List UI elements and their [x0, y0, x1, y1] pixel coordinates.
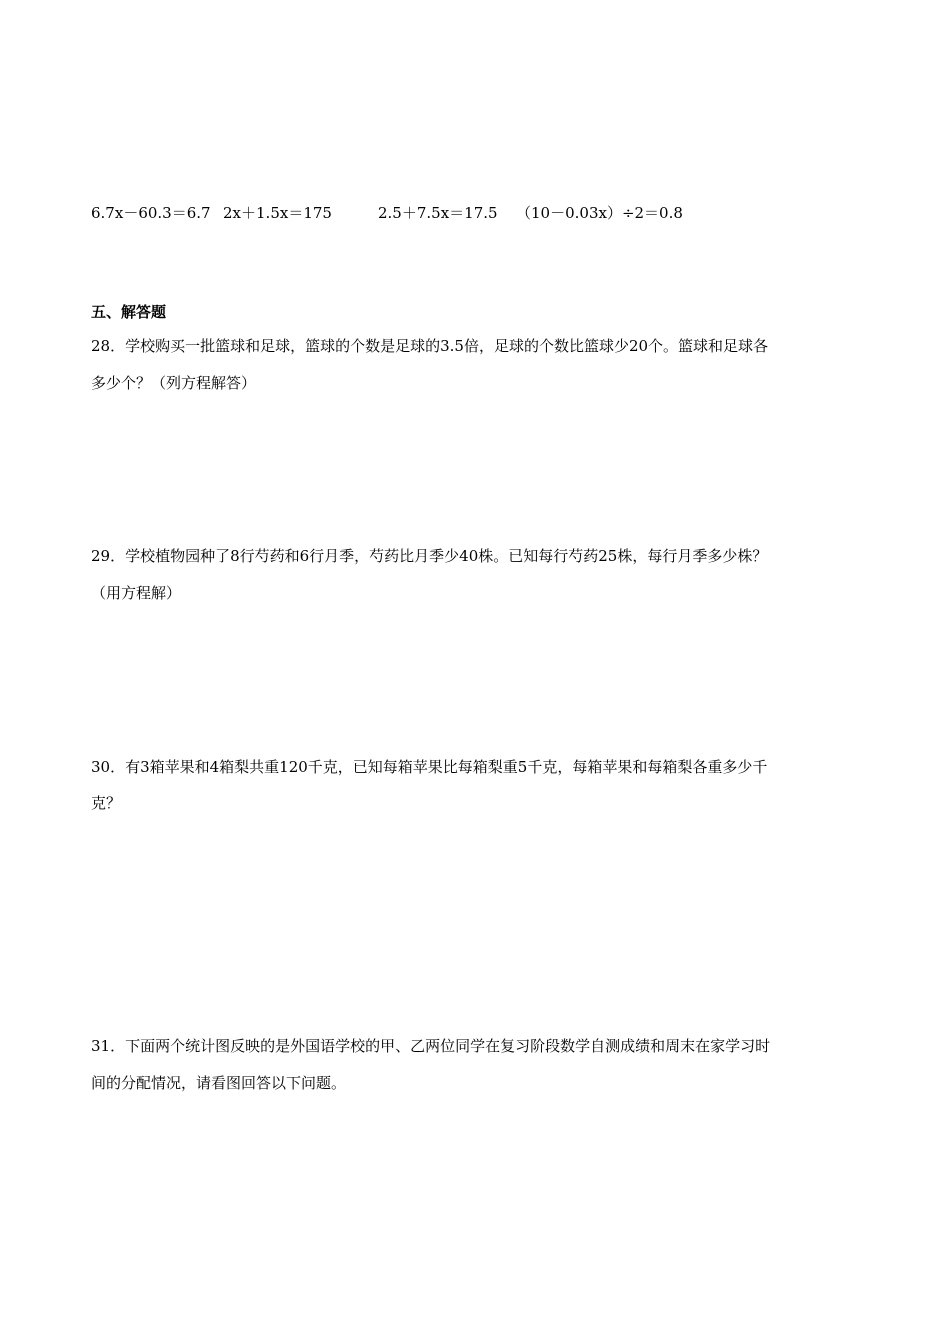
question-30-line-2: 克？ — [91, 794, 122, 812]
question-30-line-1: 30．有3箱苹果和4箱梨共重120千克，已知每箱苹果比每箱梨重5千克，每箱苹果和每箱梨各重多少千 — [91, 758, 768, 776]
section-title: 五、解答题 — [91, 303, 167, 321]
question-29-line-2: （用方程解） — [91, 584, 182, 602]
question-29-line-1: 29．学校植物园种了8行芍药和6行月季，芍药比月季少40株。已知每行芍药25株，每行月季多少株？ — [91, 547, 768, 565]
equation-2: 2x＋1.5x＝175 — [223, 204, 332, 222]
question-31-line-2: 间的分配情况，请看图回答以下问题。 — [91, 1074, 347, 1092]
question-28-line-2: 多少个？（列方程解答） — [91, 374, 257, 392]
equation-4: （10－0.03x）÷2＝0.8 — [516, 204, 683, 222]
question-28-line-1: 28．学校购买一批篮球和足球，篮球的个数是足球的3.5倍，足球的个数比篮球少20个。篮球和足球各 — [91, 337, 769, 355]
question-31-line-1: 31．下面两个统计图反映的是外国语学校的甲、乙两位同学在复习阶段数学自测成绩和周末在家学习时 — [91, 1037, 771, 1055]
equation-1: 6.7x－60.3＝6.7 — [91, 204, 211, 222]
equation-3: 2.5＋7.5x＝17.5 — [378, 204, 498, 222]
